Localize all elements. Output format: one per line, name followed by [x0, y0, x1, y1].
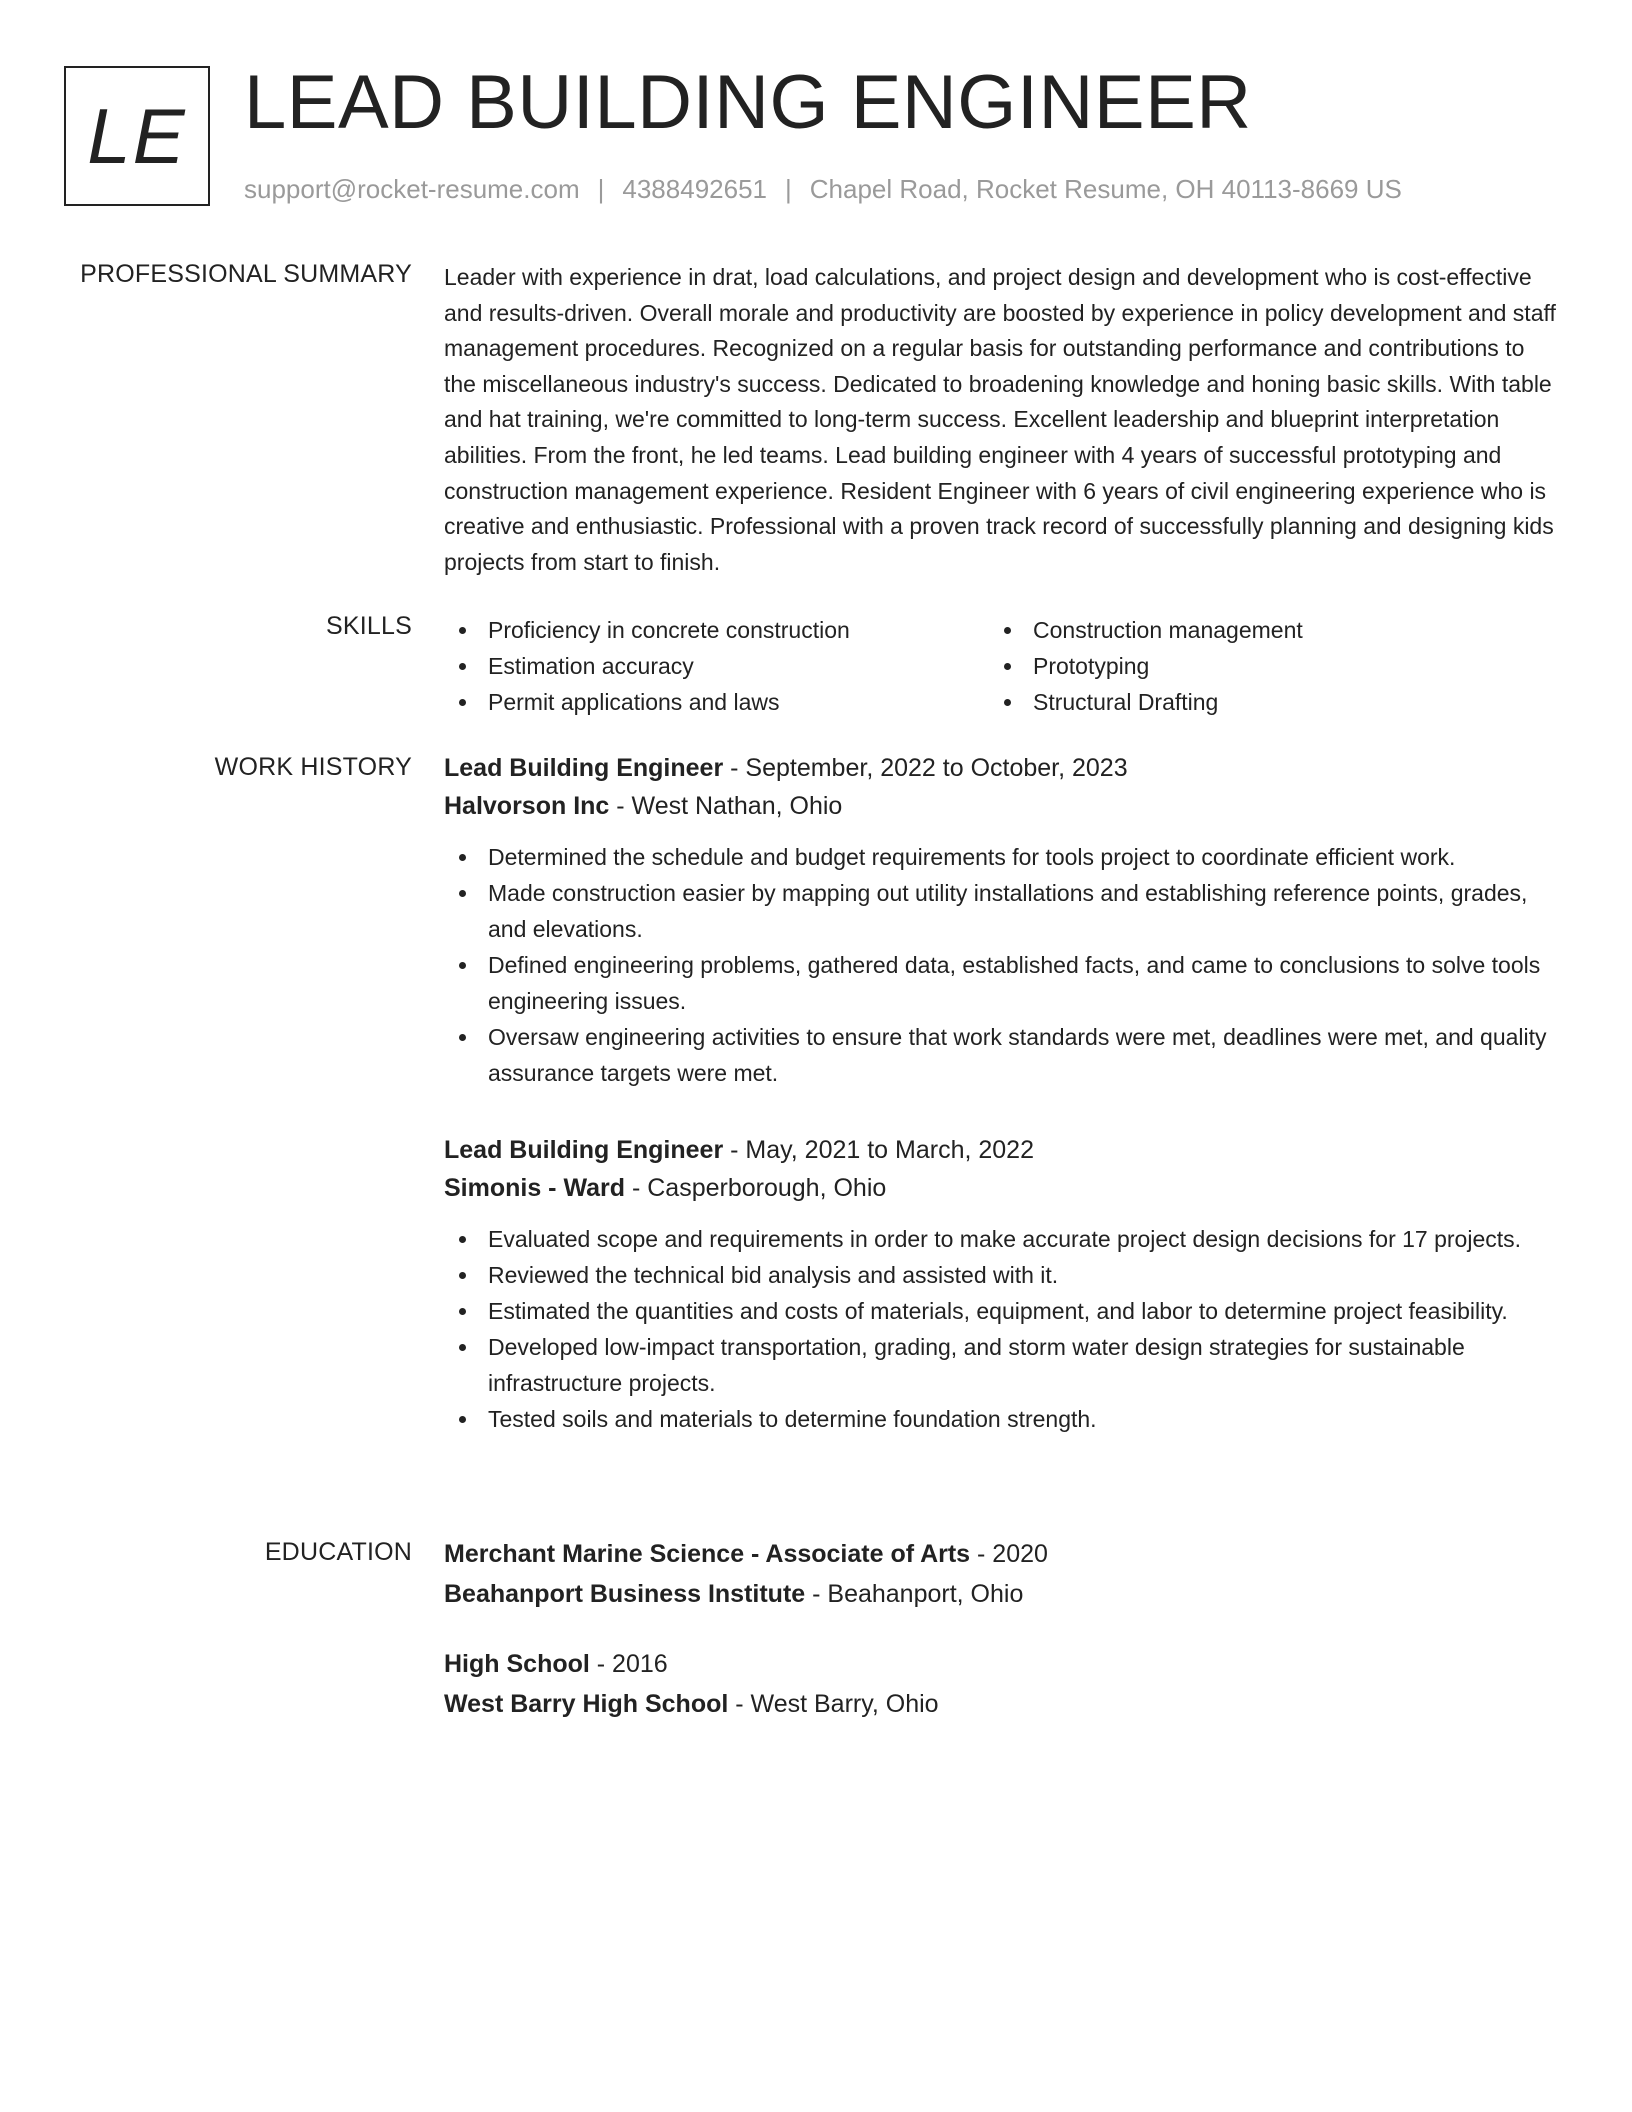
job-title-line: [444, 1131, 1560, 1169]
education-year: - 2020: [970, 1540, 1048, 1568]
job-bullet: Tested soils and materials to determine foundation strength.: [444, 1401, 1560, 1437]
education-degree-line: [444, 1534, 1560, 1574]
summary-body: [444, 260, 1560, 580]
job-bullet: Defined engineering problems, gathered data, established facts, and came to conclusions to solve tools engineering issues.: [444, 947, 1560, 1019]
work-history-body: [444, 749, 1560, 1477]
section-heading: SKILLS: [326, 612, 412, 640]
skills-body: [444, 612, 1560, 720]
education-entry: [444, 1534, 1560, 1614]
education-school-line: [444, 1574, 1560, 1614]
education-degree: Merchant Marine Science - Associate of Arts: [444, 1540, 971, 1568]
job-title-line: [444, 749, 1560, 787]
skill-item: Estimation accuracy: [444, 648, 989, 684]
job-bullet: Determined the schedule and budget requirements for tools project to coordinate efficient work.: [444, 839, 1560, 875]
job-bullet: Made construction easier by mapping out utility installations and establishing reference points, grades, and elevations.: [444, 875, 1560, 947]
job-bullets: [444, 1221, 1560, 1437]
summary-text: Leader with experience in drat, load calculations, and project design and development who is cost-effective and results-driven. Overall morale and productivity are boosted by experience in policy development and staff management procedures. Recognized on a regular basis for outstanding performance and contributions to the miscellaneous industry's success. Dedicated to broadening knowledge and honing basic skills. With table and hat training, we're committed to long-term success. Excellent leadership and blueprint interpretation abilities. From the front, he led teams. Lead building engineer with 4 years of successful prototyping and construction management experience. Resident Engineer with 6 years of civil engineering experience who is creative and enthusiastic. Professional with a proven track record of successfully planning and designing kids projects from start to finish.: [444, 264, 1556, 575]
education-school: West Barry High School: [444, 1690, 729, 1718]
education-degree-line: [444, 1644, 1560, 1684]
education-school-line: [444, 1684, 1560, 1724]
job-entry: [444, 1131, 1560, 1437]
education-location: - Beahanport, Ohio: [805, 1580, 1024, 1608]
section-heading: WORK HISTORY: [214, 753, 412, 781]
job-bullet: Developed low-impact transportation, grading, and storm water design strategies for sustainable infrastructure projects.: [444, 1329, 1560, 1401]
skill-item: Permit applications and laws: [444, 684, 989, 720]
job-bullet: Evaluated scope and requirements in order to make accurate project design decisions for 17 projects.: [444, 1221, 1560, 1257]
section-heading: PROFESSIONAL SUMMARY: [80, 260, 412, 288]
skills-list: [444, 612, 1560, 720]
job-title: Lead Building Engineer: [444, 754, 724, 782]
skill-item: Construction management: [989, 612, 1534, 648]
job-bullets: [444, 839, 1560, 1091]
education-body: [444, 1534, 1560, 1754]
skill-item: Prototyping: [989, 648, 1534, 684]
job-dates: - September, 2022 to October, 2023: [723, 754, 1128, 782]
education-year: - 2016: [589, 1650, 668, 1678]
job-company: Simonis - Ward: [444, 1174, 626, 1202]
job-bullet: Estimated the quantities and costs of materials, equipment, and labor to determine project feasibility.: [444, 1293, 1560, 1329]
education-degree: High School: [444, 1650, 590, 1678]
job-bullet: Oversaw engineering activities to ensure that work standards were met, deadlines were met, and quality assurance targets were met.: [444, 1019, 1560, 1091]
contact-line: [244, 174, 1402, 205]
contact-separator: |: [597, 174, 605, 204]
job-bullet: Reviewed the technical bid analysis and assisted with it.: [444, 1257, 1560, 1293]
job-dates: - May, 2021 to March, 2022: [723, 1136, 1034, 1164]
section-heading: EDUCATION: [264, 1538, 412, 1566]
job-title: Lead Building Engineer: [444, 1136, 724, 1164]
education-school: Beahanport Business Institute: [444, 1580, 806, 1608]
contact-email[interactable]: support@rocket-resume.com: [244, 174, 580, 204]
job-company: Halvorson Inc: [444, 792, 610, 820]
job-entry: [444, 749, 1560, 1091]
contact-separator: |: [785, 174, 792, 204]
monogram-logo: LE: [64, 66, 210, 206]
job-location: - West Nathan, Ohio: [609, 792, 843, 820]
contact-address: Chapel Road, Rocket Resume, OH 40113-8669 US: [809, 174, 1402, 204]
education-entry: [444, 1644, 1560, 1724]
contact-phone[interactable]: 4388492651: [622, 174, 767, 204]
job-company-line: [444, 1169, 1560, 1207]
resume-title: LEAD BUILDING ENGINEER: [244, 60, 1252, 145]
skill-item: Proficiency in concrete construction: [444, 612, 989, 648]
skill-item: Structural Drafting: [989, 684, 1534, 720]
education-location: - West Barry, Ohio: [728, 1690, 939, 1718]
job-company-line: [444, 787, 1560, 825]
job-location: - Casperborough, Ohio: [625, 1174, 887, 1202]
